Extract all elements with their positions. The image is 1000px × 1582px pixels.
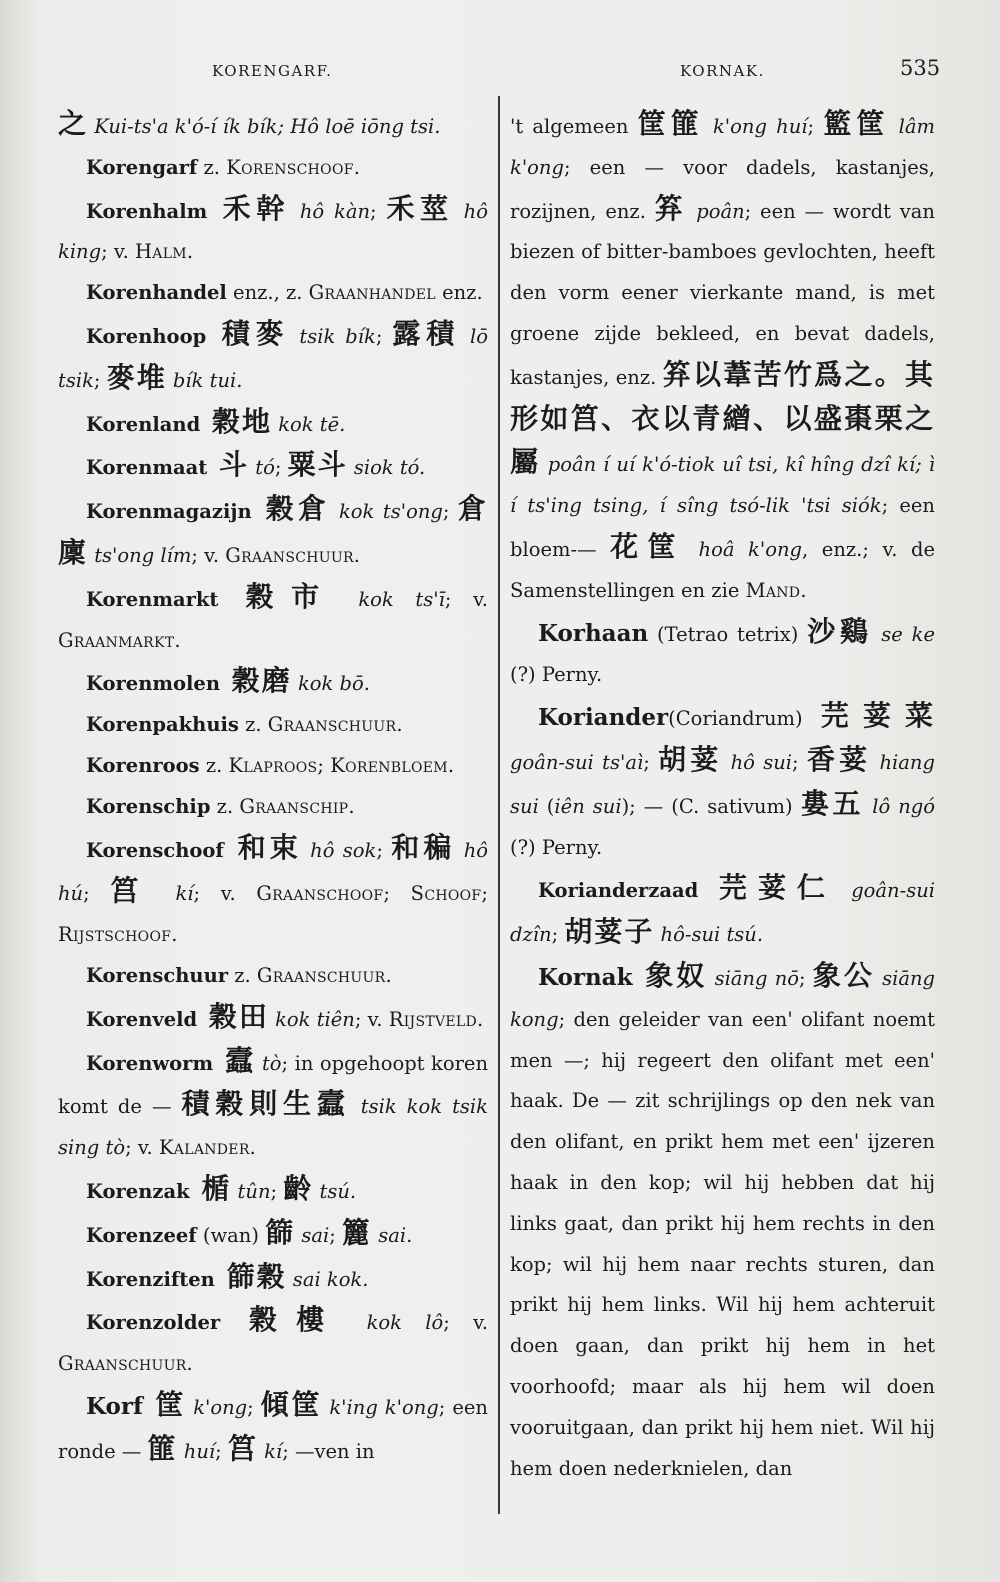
chinese-characters: 粟斗 (287, 448, 348, 482)
cross-reference: Halm. (134, 240, 194, 264)
romanization: goân-sui dzîn (510, 879, 935, 947)
dictionary-entry (58, 273, 488, 314)
romanization: hô sui (722, 750, 793, 774)
romanization: kok tē. (272, 412, 346, 436)
definition-text: ; (329, 1223, 343, 1247)
definition-text: (Coriandrum) (668, 707, 821, 731)
headword: Korenzolder (86, 1311, 221, 1335)
romanization: tûn (231, 1179, 271, 1203)
chinese-characters: 禾幹 (207, 191, 290, 225)
romanization: hô kàn (290, 199, 371, 223)
dictionary-entry (58, 1041, 488, 1169)
definition-text: ; een bloem-— (510, 494, 935, 561)
dictionary-entry (58, 1385, 488, 1473)
headword: Korenveld (86, 1007, 198, 1031)
romanization: sai (295, 1223, 330, 1247)
chinese-characters: 倉廩 (58, 492, 488, 569)
cross-reference: Graanschuur. (225, 543, 361, 567)
chinese-characters: 露積 (392, 316, 460, 350)
dictionary-entry (58, 705, 488, 746)
cross-reference: Graanschip. (239, 794, 355, 818)
chinese-characters: 穀倉 (251, 492, 331, 526)
definition-text: z. (199, 753, 229, 777)
chinese-characters: 穀田 (197, 999, 269, 1033)
cross-reference: Korenbloem. (330, 753, 455, 777)
headword: Koriander (538, 704, 669, 732)
romanization: tsik kok tsik sing tò (58, 1095, 488, 1160)
romanization: bík tui. (166, 368, 243, 392)
romanization: kok ts'ī (336, 587, 445, 611)
headword: Korenhoop (86, 324, 207, 348)
definition-text: ( (538, 794, 555, 818)
chinese-characters: 穀地 (200, 404, 272, 438)
definition-text: , enz.; v. de Samenstellingen en zie (510, 537, 935, 602)
cross-reference: Korenschoof. (226, 155, 361, 179)
definition-text: ; een — wordt van biezen of bitter-bamboes gevlochten, heeft den vorm eener vierkante mand, is met groene zijde bekleed, en bevat dadels, kastanjes, enz. (510, 199, 935, 389)
dictionary-entry (58, 489, 488, 577)
headword: Korenmolen (86, 672, 221, 696)
dictionary-entry (58, 956, 488, 997)
definition-text: ; (270, 1179, 284, 1203)
cross-reference: Graanhandel (308, 281, 436, 305)
romanization: kok tiên (268, 1007, 355, 1031)
definition-text: ; (383, 882, 411, 906)
romanization: goân-sui ts'aì (510, 750, 644, 774)
dictionary-entry (58, 1300, 488, 1385)
headword: Korhaan (538, 619, 649, 647)
definition-text: ; een ronde — (58, 1395, 488, 1463)
dictionary-entry (58, 445, 488, 489)
romanization: hô sok (301, 838, 377, 862)
romanization: siāng nō (707, 966, 799, 990)
dictionary-entry (510, 868, 935, 956)
page-number: 535 (900, 56, 941, 80)
definition-text: ; (83, 882, 111, 906)
romanization: k'ong huí (703, 115, 808, 138)
headword: Korenhalm (86, 199, 208, 223)
definition-text: ; (376, 838, 392, 862)
chinese-characters: 穀樓 (220, 1303, 344, 1337)
headword: Korenziften (86, 1267, 215, 1291)
romanization: siāng kong (510, 966, 935, 1031)
headword: Korenschip (86, 794, 211, 818)
headword: Korenroos (86, 753, 200, 777)
headword: Korenschuur (86, 963, 229, 987)
dictionary-entry (58, 1169, 488, 1213)
headword: Korenmaat (86, 456, 208, 480)
headword: Korenpakhuis (86, 713, 239, 737)
dictionary-entry (58, 746, 488, 787)
cross-reference: Rijstveld. (388, 1007, 484, 1031)
cross-reference: Schoof (410, 882, 482, 906)
definition-text: ; den geleider van een' olifant noemt men —; hij regeert den olifant met een' haak. De — zit schrijlings op den nek van den olifant, en prikt hem met een' ijzeren haak in den kop; wil hij hebben dat hij links gaat, dan prikt hij hem rechts in den kop; wil hij hem naar rechts sturen, dan prikt hij hem links. Wil hij hem achteruit doen gaan, dan prikt hij hem in het voorhoofd; maar als hij hem wil doen vooruitgaan, dan prikt hij hem niet. Wil hij hem doen nederknielen, dan (510, 1007, 935, 1480)
headword: Korf (86, 1392, 143, 1420)
definition-text: ; (274, 456, 288, 480)
chinese-characters: 筥 (110, 874, 155, 908)
romanization: kí (154, 882, 194, 906)
definition-text: ; v. (443, 1311, 488, 1335)
chinese-characters: 傾筐 (260, 1387, 323, 1421)
chinese-characters: 籭 (342, 1215, 373, 1249)
headword: Korenmarkt (86, 587, 219, 611)
headword: Korenhandel (86, 281, 227, 305)
chinese-characters: 笲 (654, 191, 688, 225)
definition-text: (wan) (196, 1223, 266, 1247)
romanization: kok bō. (291, 672, 370, 696)
cross-reference: Rijstschoof. (58, 923, 178, 947)
romanization: k'ing k'ong (322, 1395, 439, 1419)
running-head (0, 56, 1000, 86)
chinese-characters: 穀磨 (220, 664, 292, 698)
definition-text: ; (370, 199, 387, 223)
definition-text: ; v. (444, 587, 488, 611)
definition-text: ; (799, 966, 813, 990)
chinese-characters: 胡荽 (658, 742, 723, 776)
romanization: ts'ong lím (88, 543, 192, 567)
dictionary-entry (58, 189, 488, 274)
romanization: siok tó. (347, 456, 426, 480)
romanization: Kui-ts'a k'ó-í ík bík; Hô loē iōng tsi. (88, 115, 441, 138)
definition-text: ; v. (354, 1007, 389, 1031)
dictionary-entry (510, 696, 935, 868)
chinese-characters: 篚 (147, 1431, 178, 1465)
dictionary-entry (58, 661, 488, 705)
chinese-characters: 篩穀 (214, 1259, 287, 1293)
chinese-characters: 篩 (265, 1215, 296, 1249)
definition-text: ; (551, 923, 565, 947)
definition-text: z. (238, 713, 268, 737)
definition-text: (?) Perny. (510, 835, 603, 859)
definition-text: ; (317, 753, 331, 777)
romanization: hô hú (58, 838, 488, 906)
dictionary-entry (58, 787, 488, 828)
cross-reference: Graanschuur. (58, 1352, 194, 1376)
definition-text: ; (442, 500, 458, 524)
definition-text: (?) Perny. (510, 663, 603, 687)
chinese-characters: 籃筐 (823, 107, 890, 140)
definition-text: ; (643, 750, 659, 774)
headword: Korengarf (86, 155, 198, 179)
chinese-characters: 穀市 (218, 579, 337, 613)
romanization: poân (687, 199, 745, 223)
dictionary-entry (58, 577, 488, 662)
romanization: sai. (372, 1223, 413, 1247)
chinese-characters: 婁五 (800, 786, 865, 820)
definition-text: ; (215, 1439, 228, 1463)
definition-text: ; (792, 750, 807, 774)
romanization: se ke (872, 622, 935, 646)
chinese-characters: 笲以葦苦竹爲之。其形如筥、衣以青繒、以盛棗栗之屬 (510, 357, 935, 479)
definition-text: ; een — voor dadels, kastanjes, rozijnen, enz. (510, 155, 935, 223)
dictionary-entry (58, 314, 488, 402)
chinese-characters: 楯 (189, 1171, 232, 1205)
chinese-characters: 芫荽仁 (698, 871, 837, 905)
romanization: kok lô (343, 1311, 444, 1335)
dictionary-entry (58, 997, 488, 1041)
chinese-characters: 沙鷄 (807, 614, 873, 648)
definition-text: enz. (435, 281, 483, 305)
romanization: hô-sui tsú. (654, 923, 764, 947)
romanization: tò (255, 1051, 282, 1075)
romanization: hoâ k'ong (684, 537, 802, 561)
romanization: kok ts'ong (330, 500, 443, 524)
chinese-characters: 蠧 (213, 1043, 256, 1077)
chinese-characters: 芫荽菜 (820, 699, 935, 733)
romanization: hiang sui (510, 750, 935, 818)
entry-continuation (510, 104, 935, 612)
cross-reference: Mand. (745, 578, 807, 602)
definition-text: ; (375, 324, 393, 348)
dictionary-entry (58, 402, 488, 446)
chinese-characters: 筥 (227, 1431, 258, 1465)
definition-text: ; (93, 368, 107, 392)
definition-text: ; —ven in (282, 1439, 375, 1463)
cross-reference: Graanschuur. (256, 963, 392, 987)
headword: Korenschoof (86, 838, 224, 862)
definition-text: ; (807, 115, 824, 138)
definition-text: ; (481, 882, 488, 906)
chinese-characters: 象奴 (632, 958, 708, 992)
headword: Kornak (538, 963, 633, 991)
headword: Korenzeef (86, 1223, 197, 1247)
romanization: lâm k'ong (510, 115, 935, 179)
definition-text: ; v. (101, 240, 135, 264)
dictionary-entry (58, 1257, 488, 1301)
cross-reference: Graanschoof (256, 882, 384, 906)
column-divider (498, 96, 500, 1514)
headword: Korenland (86, 412, 201, 436)
romanization: lô ngó (864, 794, 935, 818)
cross-reference: Kalander. (158, 1136, 257, 1160)
chinese-characters: 筐篚 (637, 107, 704, 140)
romanization: iên sui (554, 794, 622, 818)
romanization: k'ong (186, 1395, 248, 1419)
chinese-characters: 香荽 (806, 742, 872, 776)
chinese-characters: 斗 (207, 448, 250, 482)
definition-text: 't algemeen (510, 115, 638, 138)
headword: Korenworm (86, 1051, 214, 1075)
right-column (510, 104, 935, 1524)
chinese-characters: 積穀則生蠧 (181, 1087, 351, 1121)
headword: Korenmagazijn (86, 500, 252, 524)
definition-text: z. (210, 794, 240, 818)
romanization: tsú. (313, 1179, 357, 1203)
dictionary-entry (58, 148, 488, 189)
romanization: hô king (58, 199, 488, 264)
entry-continuation (58, 104, 488, 148)
romanization: tó (249, 456, 275, 480)
romanization: huí (177, 1439, 216, 1463)
headword: Korianderzaad (538, 879, 699, 903)
romanization: kí (257, 1439, 283, 1463)
romanization: lō tsik (58, 324, 488, 392)
header-left-guide-word: KORENGARF. (212, 62, 333, 80)
chinese-characters: 和稨 (391, 830, 456, 864)
definition-text: ; v. (125, 1136, 159, 1160)
chinese-characters: 之 (58, 107, 89, 140)
chinese-characters: 和束 (223, 830, 302, 864)
header-right-guide-word: KORNAK. (680, 62, 765, 80)
definition-text: ; in opgehoopt koren komt de — (58, 1051, 488, 1119)
cross-reference: Graanschuur. (267, 713, 403, 737)
definition-text: z. (228, 963, 257, 987)
cross-reference: Klaproos (228, 753, 318, 777)
romanization: tsik bík (289, 324, 376, 348)
dictionary-entry (510, 612, 935, 697)
dictionary-entry (510, 956, 935, 1489)
chinese-characters: 胡荽子 (564, 915, 655, 949)
definition-text: ; (247, 1395, 261, 1419)
chinese-characters: 積麥 (206, 316, 290, 350)
cross-reference: Graanmarkt. (58, 628, 181, 652)
chinese-characters: 禾莖 (386, 191, 454, 225)
chinese-characters: 花筐 (610, 529, 685, 563)
chinese-characters: 象公 (812, 958, 875, 992)
romanization: sai kok. (286, 1267, 369, 1291)
chinese-characters: 齡 (283, 1171, 314, 1205)
chinese-characters: 麥堆 (106, 360, 167, 394)
definition-text: ); — (C. sativum) (621, 794, 801, 818)
definition-text: z. (197, 155, 227, 179)
definition-text: (Tetrao tetrix) (648, 622, 808, 646)
definition-text: ; v. (191, 543, 226, 567)
headword: Korenzak (86, 1179, 190, 1203)
chinese-characters: 筐 (142, 1387, 187, 1421)
definition-text: enz., z. (226, 281, 309, 305)
romanization: poân í uí k'ó-tiok uî tsi, kî hîng dzî kí; ì í ts'ing tsing, í sîng tsó-lik 'tsi siók (510, 453, 935, 518)
definition-text: ; v. (193, 882, 257, 906)
dictionary-entry (58, 1213, 488, 1257)
left-column (58, 104, 488, 1524)
dictionary-entry (58, 828, 488, 956)
